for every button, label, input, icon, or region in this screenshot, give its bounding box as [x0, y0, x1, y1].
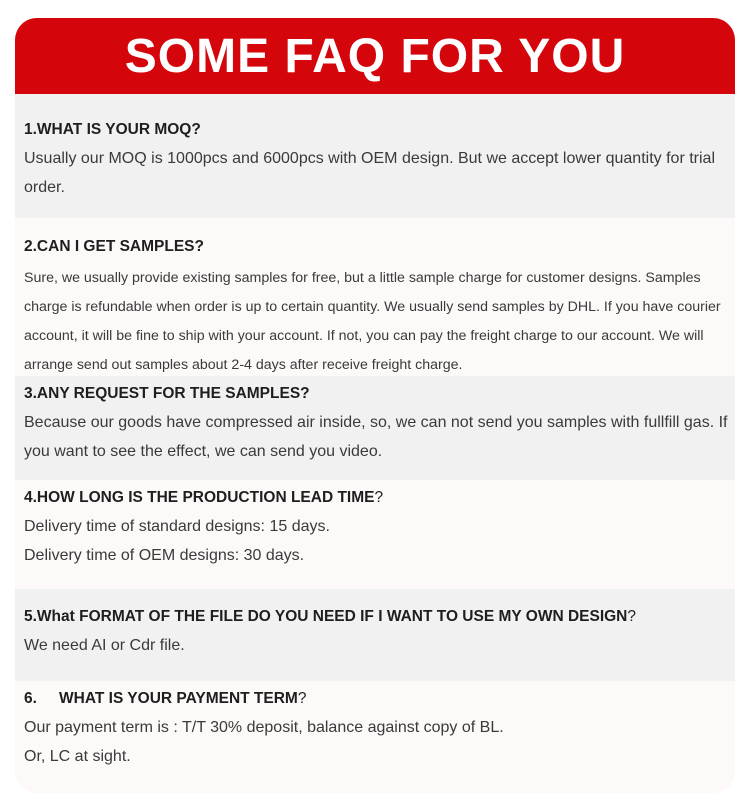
faq-item-samples	[15, 218, 735, 376]
faq-item-lead-time	[15, 480, 735, 589]
faq-answer-line: Our payment term is : T/T 30% deposit, balance against copy of BL.	[24, 719, 504, 736]
faq-question	[24, 489, 735, 507]
page-title: SOME FAQ FOR YOU	[124, 29, 626, 83]
faq-header	[15, 18, 735, 94]
faq-question-text: WHAT IS YOUR PAYMENT TERM	[59, 690, 298, 707]
faq-answer-line: Or, LC at sight.	[24, 748, 131, 765]
faq-answer: We need AI or Cdr file.	[24, 637, 185, 654]
faq-answer: Usually our MOQ is 1000pcs and 6000pcs with OEM design. But we accept lower quantity for trial order.	[24, 150, 715, 196]
faq-item-moq	[15, 94, 735, 218]
faq-item-payment	[15, 681, 735, 793]
faq-question	[24, 690, 735, 708]
faq-question-mark: ?	[297, 690, 307, 707]
faq-answer-line: Delivery time of standard designs: 15 days.	[24, 518, 330, 535]
faq-answer: Sure, we usually provide existing samples for free, but a little sample charge for customer designs. Samples charge is refundable when order is up to certain quantity. We usually send samples by DHL. If you have courier account, it will be fine to ship with your account. If not, you can pay the freight charge to our account. We will arrange send out samples about 2-4 days after receive freight charge.	[24, 270, 721, 373]
faq-answer-line: Delivery time of OEM designs: 30 days.	[24, 547, 305, 564]
faq-question-number: 6.	[24, 690, 37, 707]
faq-question: 1.WHAT IS YOUR MOQ?	[24, 121, 201, 138]
faq-question-mark: ?	[374, 489, 384, 506]
faq-question: 3.ANY REQUEST FOR THE SAMPLES?	[24, 385, 310, 402]
faq-question-mark: ?	[627, 608, 636, 625]
faq-question	[24, 608, 735, 626]
faq-card	[15, 18, 735, 793]
faq-answer: Because our goods have compressed air inside, so, we can not send you samples with fullfill gas. If you want to see the effect, we can send you video.	[24, 414, 728, 460]
faq-item-file-format	[15, 589, 735, 681]
faq-question-text: 4.HOW LONG IS THE PRODUCTION LEAD TIME	[24, 489, 375, 506]
faq-question: 2.CAN I GET SAMPLES?	[24, 238, 204, 255]
faq-question-text: 5.What FORMAT OF THE FILE DO YOU NEED IF I WANT TO USE MY OWN DESIGN	[24, 608, 628, 625]
faq-item-sample-request	[15, 376, 735, 480]
